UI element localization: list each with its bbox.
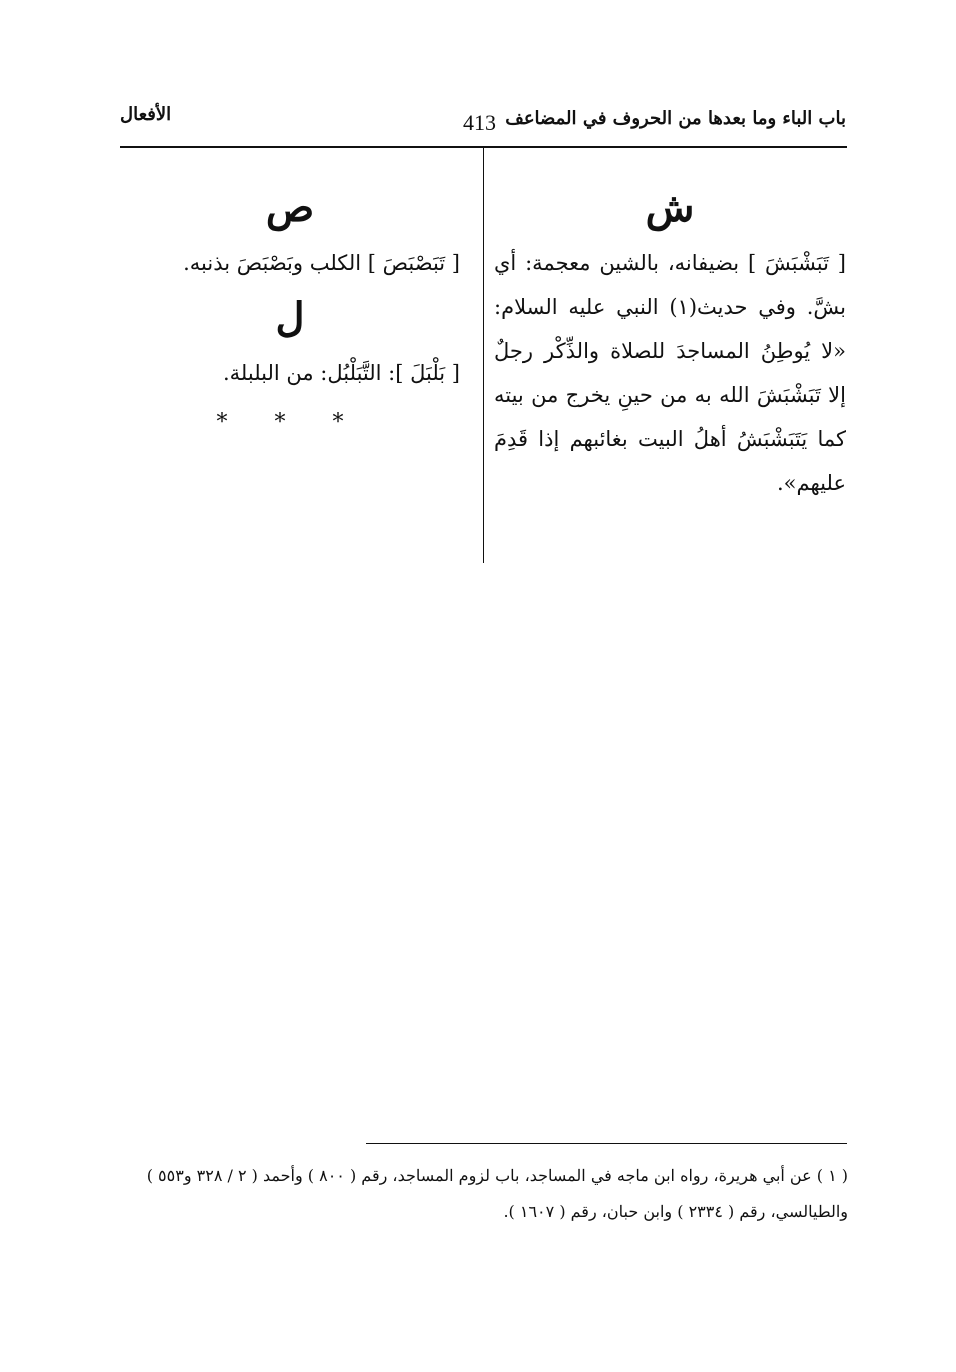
section-running-title: الأفعال	[120, 104, 172, 125]
letter-heading-sad: ص	[265, 184, 315, 231]
footnote: ( ١ ) عن أبي هريرة، رواه ابن ماجه في المساجد، باب لزوم المساجد، رقم ( ٨٠٠ ) وأحمد ( ٢ / ٣٢٨ و٥٥٣ ) والطيالسي، رقم ( ٢٣٣٤ ) وابن حبان، رقم ( ١٦٠٧ ).	[146, 1166, 848, 1221]
column-divider	[483, 148, 484, 563]
entry-balbala: [ بَلْبَلَ ]: التَّبَلْبُل: من البلبلة.	[222, 361, 460, 385]
letter-heading-shin: ش	[645, 184, 695, 231]
letter-heading-lam: ل	[275, 294, 305, 341]
section-separator: * * *	[216, 410, 364, 435]
page-number: 413	[463, 110, 496, 135]
chapter-running-title: باب الباء وما بعدها من الحروف في المضاعف	[505, 108, 846, 129]
entry-tabasbasa: [ تَبَصْبَصَ ] الكلب وبَصْبَصَ بذنبه.	[183, 251, 460, 275]
footnote-rule	[366, 1143, 847, 1144]
left-column	[120, 175, 460, 445]
right-column	[494, 175, 846, 505]
entry-tabashbasha: [ تَبَشْبَشَ ] بضيفانه، بالشين معجمة: أي بشَّ. وفي حديث(١) النبي عليه السلام: «لا يُوطِنُ المساجدَ للصلاة والذِّكْر رجلٌ إلا تَبَشْبَشَ الله به من حينِ يخرج من بيته كما يَتَبَشْبَشُ أهلُ البيت بغائبهم إذا قَدِمَ عليهم».	[494, 251, 846, 495]
